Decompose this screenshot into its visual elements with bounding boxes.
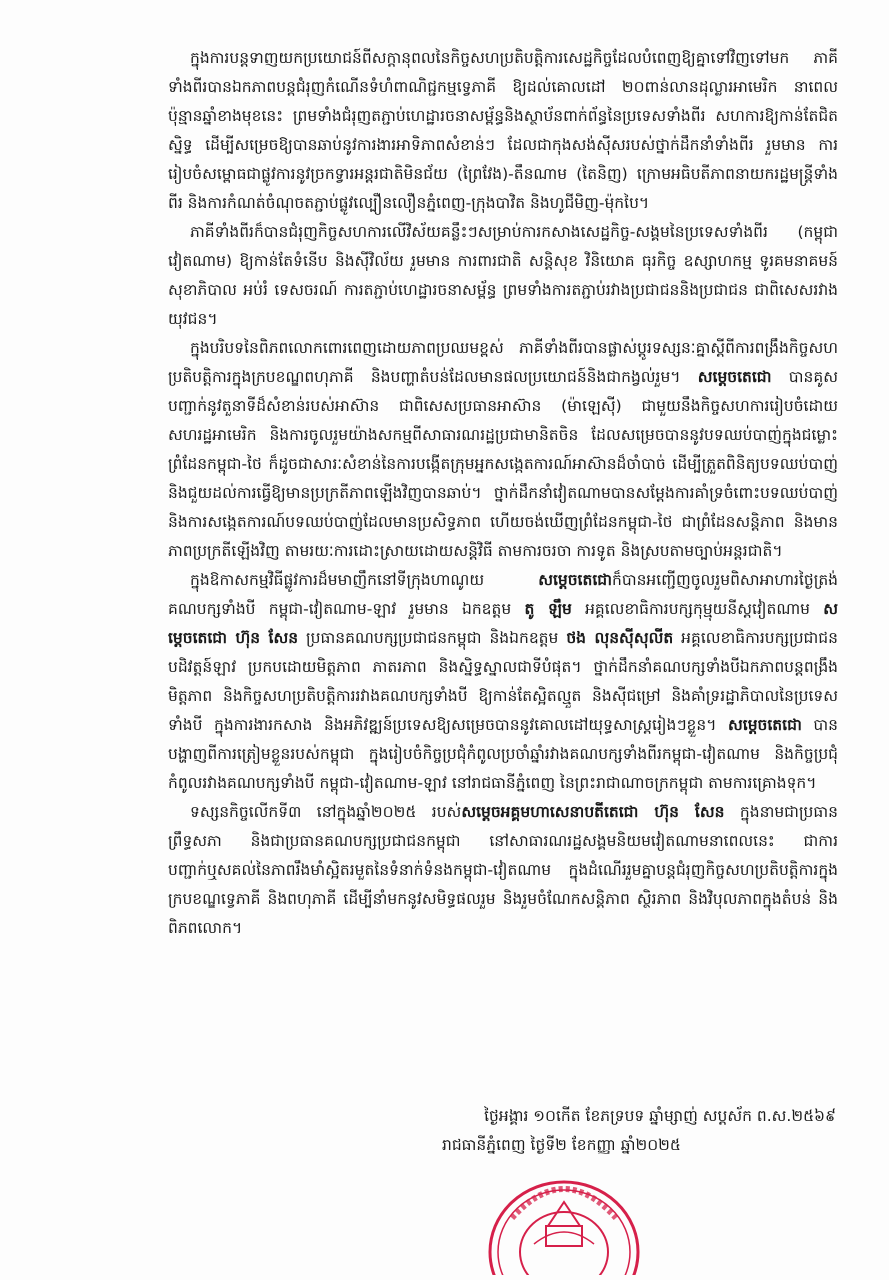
paragraph-text: ទស្សនកិច្ចលើកទី៣ នៅក្នុងឆ្នាំ២០២៥ របស់ bbox=[190, 803, 462, 821]
paragraph-p3 bbox=[168, 334, 838, 566]
paragraph-text: អគ្គលេខាធិការបក្សប្រជាជនបដិវត្តន៍ឡាវ ប្រកបដោយមិត្តភាព ភាតរភាព និងស្និទ្ធស្នាលជាទីបំផុត។ ថ្នាក់ដឹកនាំគណបក្សទាំងបីឯកភាពបន្តពង្រឹងមិត្តភាព និងកិច្ចសហប្រតិបត្តិការរវាងគណបក្សទាំងបី ឱ្យកាន់តែស្អិតល្មួត និងស៊ីជម្រៅ និងគាំទ្ររដ្ឋាភិបាលនៃប្រទេសទាំងបី ក្នុងការងារកសាង និងអភិវឌ្ឍន៍ប្រទេសឱ្យសម្រេចបាននូវគោលដៅយុទ្ធសាស្ត្ររៀងៗខ្លួន។ bbox=[168, 629, 838, 734]
paragraph-text: បានគូសបញ្ជាក់នូវតួនាទីដ៏សំខាន់របស់អាស៊ាន ជាពិសេសប្រធានអាស៊ាន (ម៉ាឡេស៊ី) ជាមួយនឹងកិច្ចសហការរៀបចំដោយសហរដ្ឋអាមេរិក និងការចូលរួមយ៉ាងសកម្មពីសាធារណរដ្ឋប្រជាមានិតចិន ដែលសម្រេចបាននូវបទឈប់បាញ់ក្នុងជម្លោះព្រំដែនកម្ពុជា-ថៃ ក៏ដូចជាសារៈសំខាន់នៃការបង្កើតក្រុមអ្នកសង្កេតការណ៍អាស៊ានដ៏ចាំបាច់ ដើម្បីត្រួតពិនិត្យបទឈប់បាញ់ និងជួយដល់ការធ្វើឱ្យមានប្រក្រតីភាពឡើងវិញបានឆាប់។ ថ្នាក់ដឹកនាំវៀតណាមបានសម្តែងការគាំទ្រចំពោះបទឈប់បាញ់និងការសង្កេតការណ៍បទឈប់បាញ់ដែលមានប្រសិទ្ធភាព ហើយចង់ឃើញព្រំដែនកម្ពុជា-ថៃ ជាព្រំដែនសន្តិភាព និងមានភាពប្រក្រតីឡើងវិញ តាមរយៈការដោះស្រាយដោយសន្តិវិធី តាមការចរចា ការទូត និងស្របតាមច្បាប់អន្តរជាតិ។ bbox=[168, 368, 838, 560]
bold-name-text: សម្តេចតេជោ bbox=[538, 571, 612, 589]
paragraph-p1 bbox=[168, 44, 838, 218]
paragraph-text: ក្នុងបរិបទនៃពិភពលោកពោរពេញដោយភាពប្រឈមខ្ពស់ ភាគីទាំងពីរបានផ្លាស់ប្តូរទស្សនៈគ្នាស្តីពីការពង្រឹងកិច្ចសហប្រតិបត្តិការក្នុងក្របខណ្ឌពហុភាគី និងបញ្ហាតំបន់ដែលមានផលប្រយោជន៍និងជាកង្វល់រួម។ bbox=[168, 339, 838, 386]
paragraph-p5 bbox=[168, 798, 838, 943]
bold-name-text: សម្តេចតេជោ bbox=[697, 368, 772, 386]
bold-name-text: សម្តេចតេជោ bbox=[728, 716, 802, 734]
bold-name-text: ថង លុនស៊ីសុលីត bbox=[566, 629, 674, 647]
bold-name-text: សម្តេចអគ្គមហាសេនាបតីតេជោ ហ៊ុន សែន bbox=[461, 803, 725, 821]
lunar-date-line: ថ្ងៃអង្គារ ១០កើត ខែភទ្របទ ឆ្នាំម្សាញ់ សប្តស័ក ព.ស.២៥៦៩ bbox=[484, 1107, 836, 1125]
bold-name-text: តូ ឡឹម bbox=[524, 600, 572, 618]
official-seal-icon bbox=[484, 1140, 644, 1275]
paragraph-text: ក្នុងឱកាសកម្មវិធីផ្លូវការដ៏មមាញឹកនៅទីក្រុងហាណូយ bbox=[190, 571, 539, 589]
place-date-line: រាជធានីភ្នំពេញ ថ្ងៃទី២ ខែកញ្ញា ឆ្នាំ២០២៥ bbox=[442, 1136, 681, 1154]
paragraph-text: ក្នុងការបន្តទាញយកប្រយោជន៍ពីសក្តានុពលនៃកិច្ចសហប្រតិបត្តិការសេដ្ឋកិច្ចដែលបំពេញឱ្យគ្នាទៅវិញទៅមក ភាគីទាំងពីរបានឯកភាពបន្តជំរុញកំណើនទំហំពាណិជ្ជកម្មទ្វេភាគី ឱ្យដល់គោលដៅ ២០ពាន់លានដុល្លារអាមេរិក នាពេលប៉ុន្មានឆ្នាំខាងមុខនេះ ព្រមទាំងជំរុញតភ្ជាប់ហេដ្ឋារចនាសម្ព័ន្ធនិងស្ថាប័នពាក់ព័ន្ធនៃប្រទេសទាំងពីរ សហការឱ្យកាន់តែជិតស្និទ្ធ ដើម្បីសម្រេចឱ្យបានឆាប់នូវការងារអាទិភាពសំខាន់ៗ ដែលជាកុងសង់ស៊ីសរបស់ថ្នាក់ដឹកនាំទាំងពីរ រួមមាន ការរៀបចំសម្ពោធជាផ្លូវការនូវច្រកទ្វារអន្តរជាតិមិនជ័យ (ព្រៃវែង)-តឹនណាម (តៃនិញ) ក្រោមអធិបតីភាពនាយករដ្ឋមន្ត្រីទាំងពីរ និងការកំណត់ចំណុចតភ្ជាប់ផ្លូវល្បឿនលឿនភ្នំពេញ-ក្រុងបាវិត និងហូជីមិញ-ម៉ុកបៃ។ bbox=[168, 49, 838, 212]
paragraph-text: ក្នុងនាមជាប្រធានព្រឹទ្ធសភា និងជាប្រធានគណបក្សប្រជាជនកម្ពុជា នៅសាធារណរដ្ឋសង្គមនិយមវៀតណាមនាពេលនេះ ជាការបញ្ជាក់ឬសគល់នៃភាពរឹងមាំស្អិតរមួតនៃទំនាក់ទំនងកម្ពុជា-វៀតណាម ក្នុងដំណើររួមគ្នាបន្តជំរុញកិច្ចសហប្រតិបត្តិការក្នុងក្របខណ្ឌទ្វេភាគី និងពហុភាគី ដើម្បីនាំមកនូវសមិទ្ធផលរួម និងរួមចំណែកសន្តិភាព ស្ថិរភាព និងវិបុលភាពក្នុងតំបន់ និងពិភពលោក។ bbox=[168, 803, 838, 937]
paragraph-p2 bbox=[168, 218, 838, 334]
paragraph-text: ក៏បានអញ្ជើញចូលរួមពិសាអាហារថ្ងៃត្រង់គណបក្សទាំងបី កម្ពុជា-វៀតណាម-ឡាវ រួមមាន ឯកឧត្តម bbox=[168, 571, 838, 618]
paragraph-text: អគ្គលេខាធិការបក្សកុម្មុយនីស្តវៀតណាម bbox=[571, 600, 824, 618]
paragraph-p4 bbox=[168, 566, 838, 798]
paragraph-text: ភាគីទាំងពីរក៏បានជំរុញកិច្ចសហការលើវិស័យគន្លឹះៗសម្រាប់ការកសាងសេដ្ឋកិច្ច-សង្គមនៃប្រទេសទាំងពីរ (កម្ពុជា វៀតណាម) ឱ្យកាន់តែទំនើប និងស៊ីវិល័យ រួមមាន ការពារជាតិ សន្តិសុខ វិនិយោគ ធុរកិច្ច ឧស្សាហកម្ម ទូរគមនាគមន៍ សុខាភិបាល អប់រំ ទេសចរណ៍ ការតភ្ជាប់ហេដ្ឋារចនាសម្ព័ន្ធ ព្រមទាំងការតភ្ជាប់រវាងប្រជាជននិងប្រជាជន ជាពិសេសរវាងយុវជន។ bbox=[168, 223, 838, 328]
bold-name-text: សម្តេចតេជោ ហ៊ុន សែន bbox=[168, 600, 838, 647]
paragraph-text: ប្រធានគណបក្សប្រជាជនកម្ពុជា និងឯកឧត្តម bbox=[298, 629, 567, 647]
paragraph-text: បានបង្ហាញពីការត្រៀមខ្លួនរបស់កម្ពុជា ក្នុងរៀបចំកិច្ចប្រជុំកំពូលប្រចាំឆ្នាំរវាងគណបក្សទាំងពីរកម្ពុជា-វៀតណាម និងកិច្ចប្រជុំកំពូលរវាងគណបក្សទាំងបី កម្ពុជា-វៀតណាម-ឡាវ នៅរាជធានីភ្នំពេញ នៃព្រះរាជាណាចក្រកម្ពុជា តាមការគ្រោងទុក។ bbox=[168, 716, 838, 792]
document-body bbox=[168, 44, 838, 943]
